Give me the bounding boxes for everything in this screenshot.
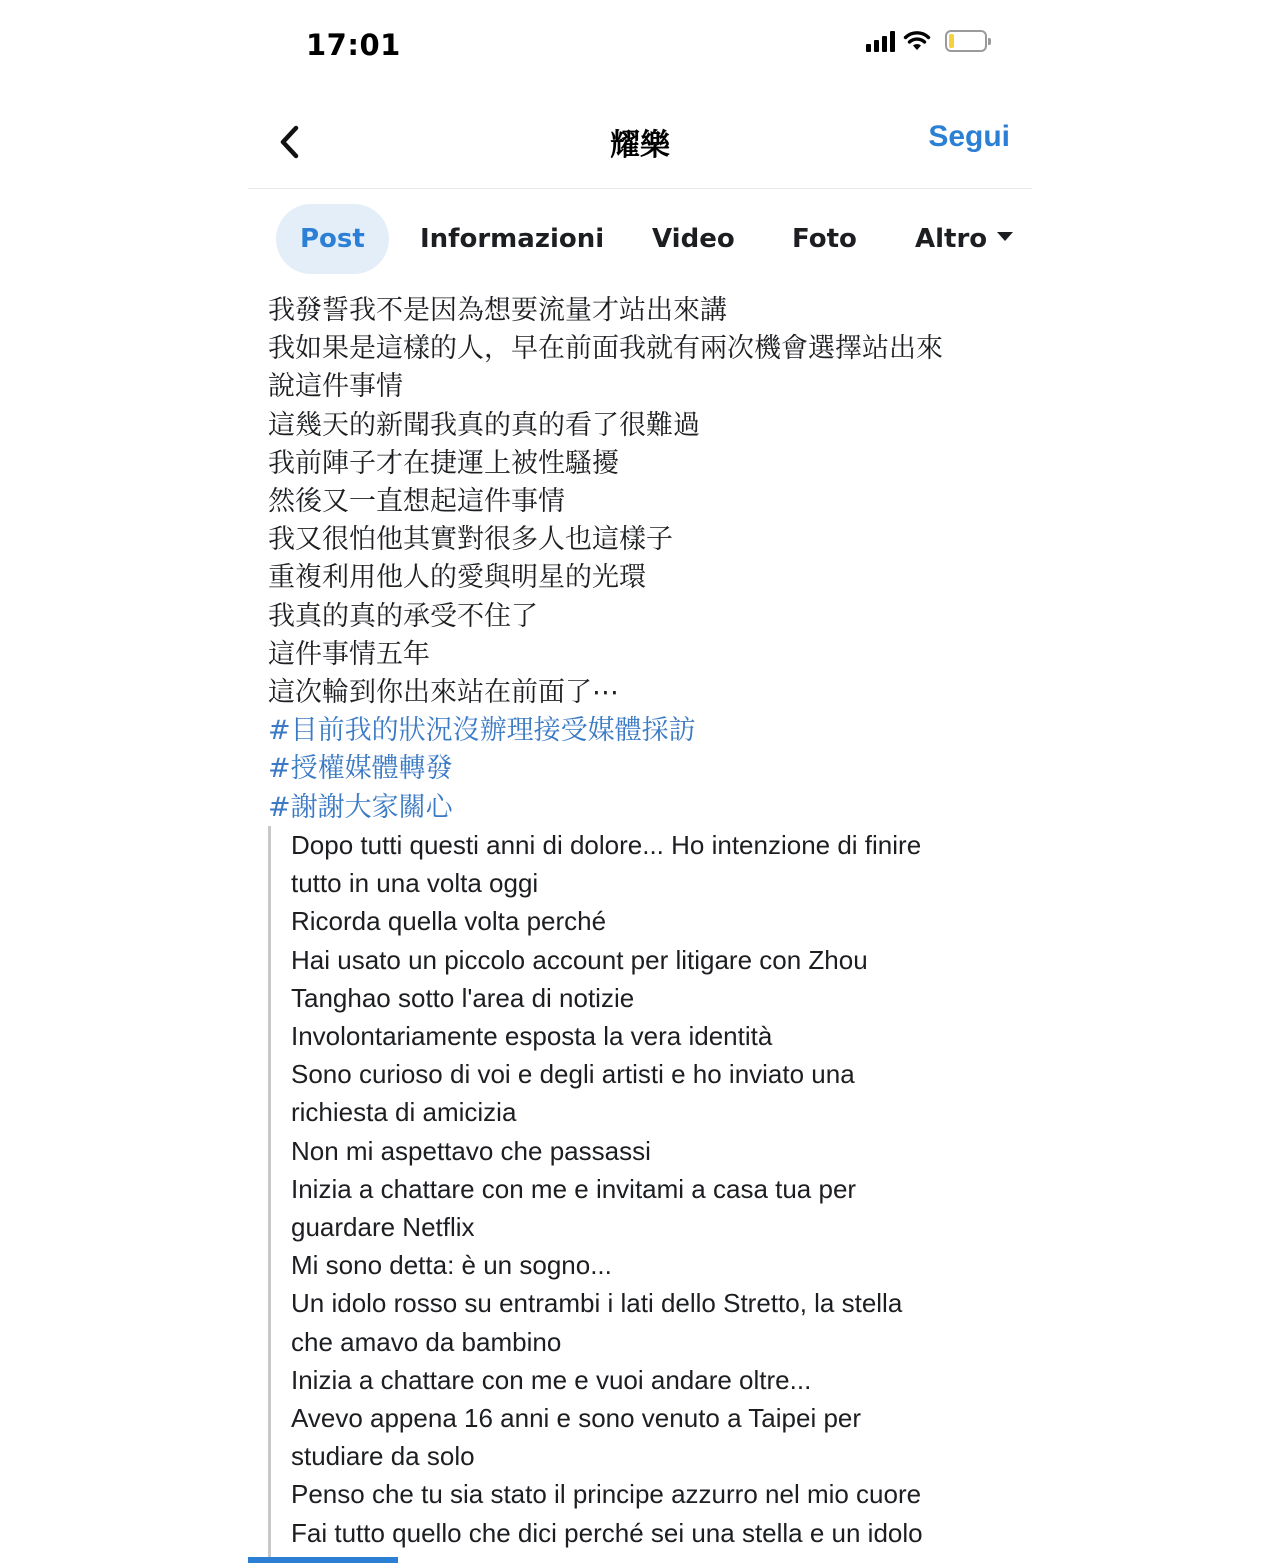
- page-title: 耀樂: [610, 128, 670, 163]
- profile-tabs: [248, 204, 1032, 276]
- translation-line: Dopo tutti questi anni di dolore... Ho intenzione di finire: [291, 830, 922, 860]
- wifi-icon: [903, 30, 931, 52]
- tab-video[interactable]: Video: [652, 224, 735, 254]
- tab-altro-label: Altro: [915, 224, 988, 254]
- translation-quote: [268, 826, 1028, 1563]
- post-line: 重複利用他人的愛與明星的光環: [268, 562, 646, 594]
- post-line: 我又很怕他其實對很多人也這樣子: [268, 524, 673, 556]
- post-line: 我真的真的承受不住了: [268, 600, 538, 632]
- translation-line: Fai tutto quello che dici perché sei una stella e un idolo: [291, 1517, 923, 1548]
- post-line: 說這件事情: [268, 371, 403, 403]
- translation-line: Inizia a chattare con me e invitami a casa tua per: [291, 1173, 857, 1204]
- translation-line: tutto in una volta oggi: [291, 868, 539, 899]
- translation-line: Mi sono detta: è un sogno...: [291, 1250, 612, 1281]
- status-time: 17:01: [306, 28, 401, 62]
- tab-altro[interactable]: [915, 204, 1013, 274]
- nav-bar: [248, 100, 1032, 189]
- hashtag-link[interactable]: #目前我的狀況沒辦理接受媒體採訪: [268, 715, 696, 747]
- post-line: 這件事情五年: [268, 638, 430, 670]
- translation-line: Hai usato un piccolo account per litigare con Zhou: [291, 944, 868, 975]
- post-line: 我前陣子才在捷運上被性騷擾: [268, 447, 619, 479]
- post-line: 這幾天的新聞我真的真的看了很難過: [268, 409, 700, 441]
- translation-line: Un idolo rosso su entrambi i lati dello Stretto, la stella: [291, 1288, 903, 1319]
- translation-line: Non mi aspettavo che passassi: [291, 1135, 651, 1166]
- translation-line: Penso che tu sia stato il principe azzurro nel mio cuore: [291, 1479, 922, 1510]
- tab-foto[interactable]: Foto: [792, 224, 857, 254]
- translation-line: Inizia a chattare con me e vuoi andare oltre...: [291, 1364, 812, 1395]
- translation-line: guardare Netflix: [291, 1212, 475, 1243]
- translation-line: Sono curioso di voi e degli artisti e ho inviato una: [291, 1059, 855, 1090]
- battery-icon: [945, 30, 987, 52]
- post-line: 然後又一直想起這件事情: [268, 486, 565, 518]
- hashtag-link[interactable]: #授權媒體轉發: [268, 753, 453, 785]
- caret-down-icon: [997, 232, 1013, 241]
- tab-informazioni[interactable]: Informazioni: [420, 224, 605, 254]
- status-bar: [248, 0, 1032, 90]
- status-icons: [866, 30, 987, 52]
- phone-screen: [248, 0, 1032, 1563]
- translation-line: Ricorda quella volta perché: [291, 906, 607, 937]
- post-line: 這次輪到你出來站在前面了⋯: [268, 677, 619, 709]
- scroll-indicator: [248, 1557, 398, 1563]
- tab-post[interactable]: Post: [276, 204, 389, 274]
- post-line: 我發誓我不是因為想要流量才站出來講: [268, 295, 727, 326]
- translation-line: richiesta di amicizia: [291, 1097, 517, 1128]
- battery-cap: [988, 38, 991, 45]
- translation-line: studiare da solo: [291, 1441, 475, 1472]
- battery-level: [949, 34, 954, 48]
- translation-line: Tanghao sotto l'area di notizie: [291, 982, 635, 1013]
- post-body: [268, 292, 1028, 827]
- translation-line: che amavo da bambino: [291, 1326, 562, 1357]
- cellular-signal-icon: [866, 30, 895, 52]
- hashtag-link[interactable]: #謝謝大家關心: [268, 791, 453, 823]
- translation-line: Avevo appena 16 anni e sono venuto a Taipei per: [291, 1403, 862, 1434]
- translation-line: Involontariamente esposta la vera identità: [291, 1021, 773, 1052]
- post-line: 我如果是這樣的人，早在前面我就有兩次機會選擇站出來: [268, 333, 943, 365]
- follow-button[interactable]: Segui: [928, 120, 1010, 153]
